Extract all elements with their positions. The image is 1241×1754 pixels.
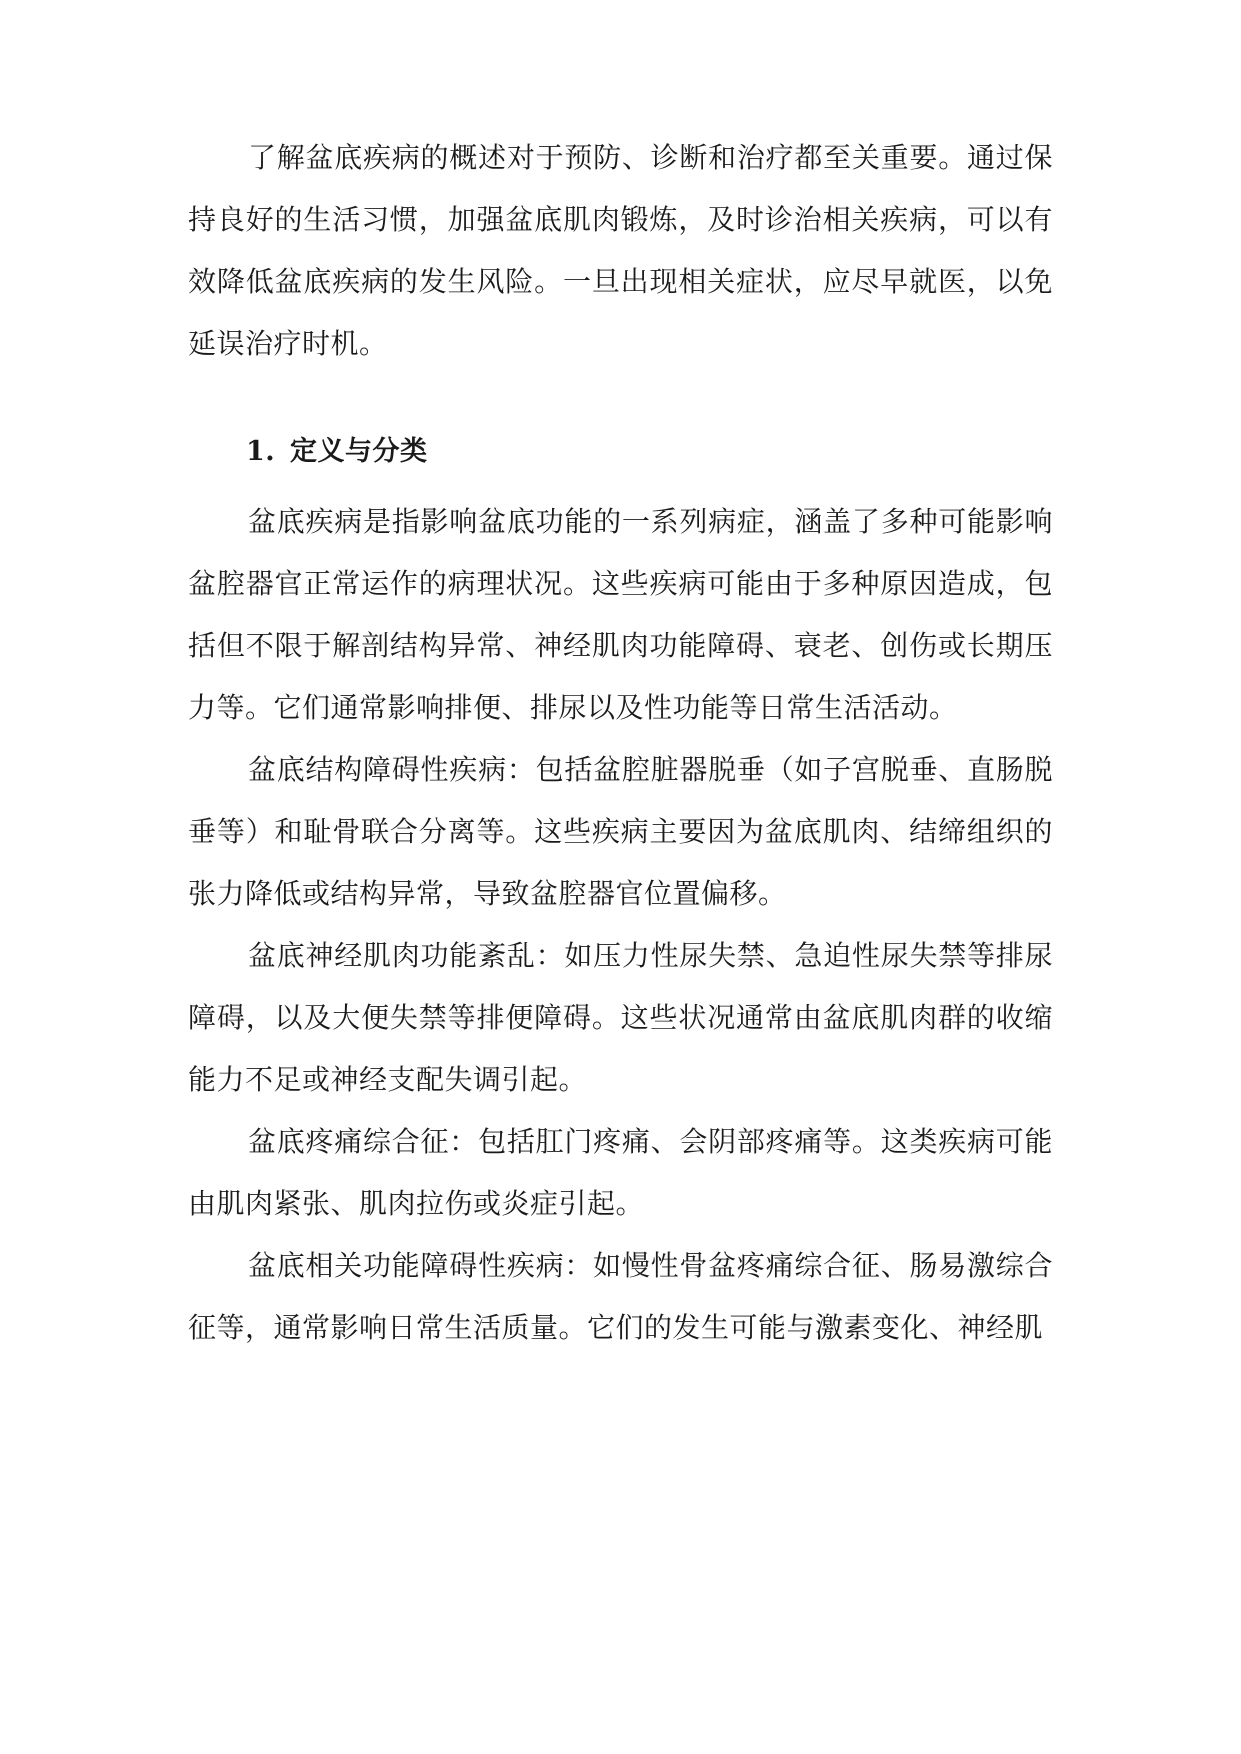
section-number: 1. — [246, 436, 276, 467]
structural-disorders-paragraph: 盆底结构障碍性疾病：包括盆腔脏器脱垂（如子宫脱垂、直肠脱垂等）和耻骨联合分离等。这些疾病主要因为盆底肌肉、结缔组织的张力降低或结构异常，导致盆腔器官位置偏移。 — [188, 753, 1053, 910]
definition-paragraph: 盆底疾病是指影响盆底功能的一系列病症，涵盖了多种可能影响盆腔器官正常运作的病理状况。这些疾病可能由于多种原因造成，包括但不限于解剖结构异常、神经肌肉功能障碍、衰老、创伤或长期压力等。它们通常影响排便、排尿以及性功能等日常生活活动。 — [188, 505, 1053, 724]
pain-syndrome-paragraph: 盆底疼痛综合征：包括肛门疼痛、会阴部疼痛等。这类疾病可能由肌肉紧张、肌肉拉伤或炎症引起。 — [188, 1125, 1053, 1220]
section-title: 定义与分类 — [290, 436, 428, 467]
intro-paragraph: 了解盆底疾病的概述对于预防、诊断和治疗都至关重要。通过保持良好的生活习惯，加强盆底肌肉锻炼，及时诊治相关疾病，可以有效降低盆底疾病的发生风险。一旦出现相关症状，应尽早就医，以免延误治疗时机。 — [188, 141, 1053, 360]
section-heading — [246, 432, 946, 472]
related-disorders-paragraph: 盆底相关功能障碍性疾病：如慢性骨盆疼痛综合征、肠易激综合征等，通常影响日常生活质量。它们的发生可能与激素变化、神经肌 — [188, 1249, 1053, 1344]
neuromuscular-disorders-paragraph: 盆底神经肌肉功能紊乱：如压力性尿失禁、急迫性尿失禁等排尿障碍，以及大便失禁等排便障碍。这些状况通常由盆底肌肉群的收缩能力不足或神经支配失调引起。 — [188, 939, 1053, 1096]
